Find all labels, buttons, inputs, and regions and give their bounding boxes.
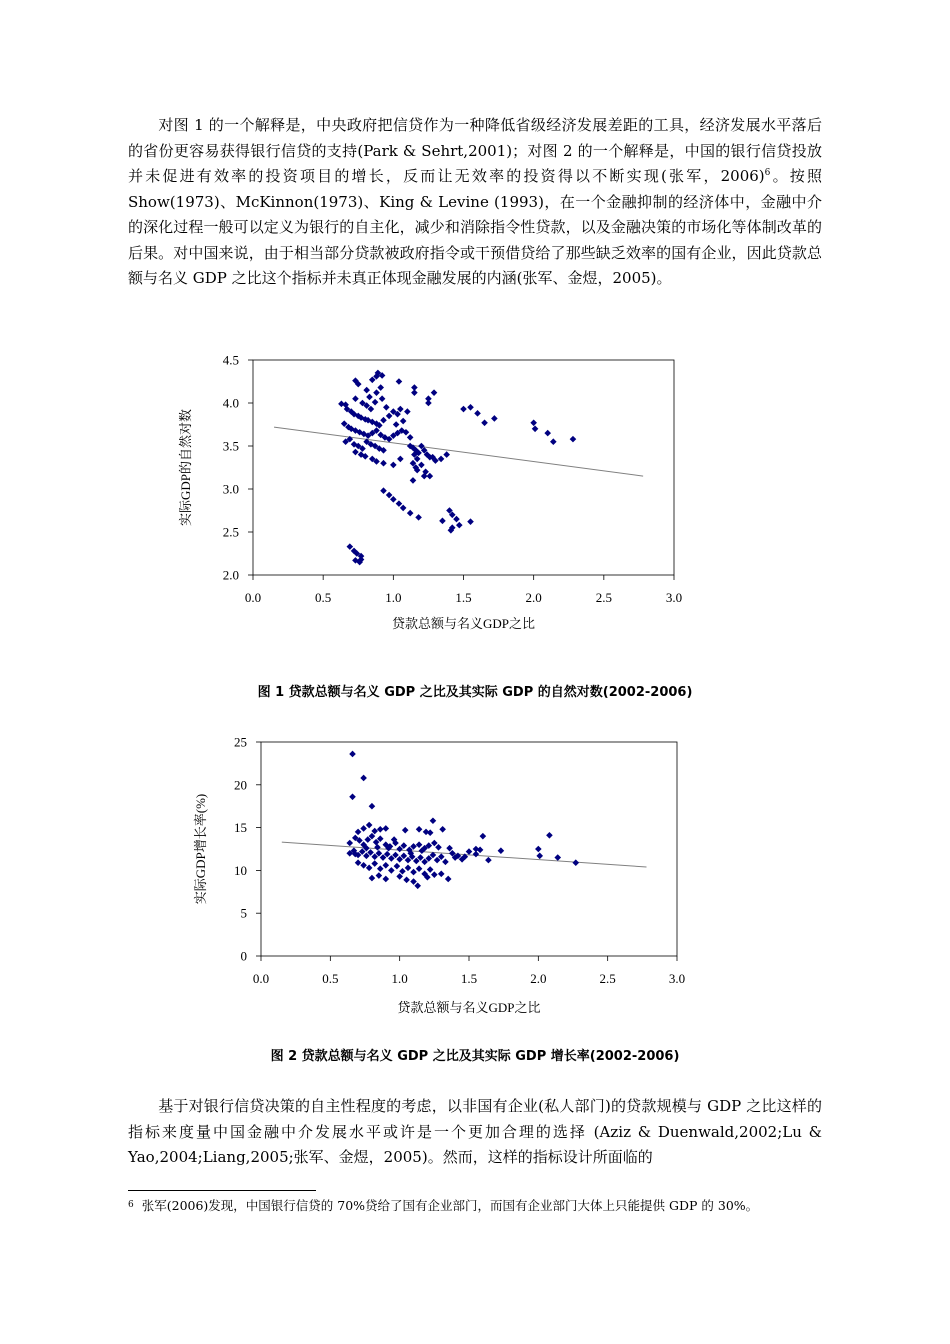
chart1-x-axis-label: 贷款总额与名义GDP之比 xyxy=(391,616,536,631)
chart1-y-tick-label: 3.5 xyxy=(222,438,239,454)
chart1-data-point xyxy=(427,473,434,480)
chart2-data-point xyxy=(403,877,410,884)
chart2-data-point xyxy=(416,841,423,848)
chart1-data-point xyxy=(410,477,417,484)
chart1-data-point xyxy=(393,421,400,428)
footnote-mark: 6 xyxy=(128,1200,134,1210)
chart2-data-point xyxy=(369,803,376,810)
chart2-data-point xyxy=(473,851,480,858)
chart2-x-tick-label: 2.0 xyxy=(530,971,547,986)
chart1-data-point xyxy=(352,449,359,456)
footnote-text: 张军(2006)发现，中国银行信贷的 70%贷给了国有企业部门，而国有企业部门大体上只能提供 GDP 的 30%。 xyxy=(141,1198,759,1213)
chart1-data-point xyxy=(460,406,467,413)
chart1-data-point xyxy=(407,434,414,441)
chart1-data-point xyxy=(386,492,393,499)
chart1-x-tick-label: 0.5 xyxy=(315,590,332,605)
chart2-data-point xyxy=(346,840,353,847)
chart2-data-point xyxy=(383,862,390,869)
chart1-data-point xyxy=(400,418,407,425)
chart2-data-point xyxy=(394,863,401,870)
chart1-data-point xyxy=(377,384,384,391)
chart2-data-point xyxy=(360,862,367,869)
chart1-x-tick-label: 2.5 xyxy=(595,590,612,605)
chart1-data-point xyxy=(550,438,557,445)
chart2-x-tick-label: 1.0 xyxy=(391,971,408,986)
chart1-data-point xyxy=(418,462,425,469)
chart2-data-point xyxy=(485,857,492,864)
chart2-y-tick-label: 10 xyxy=(234,862,247,878)
footnote-ref[interactable]: 6 xyxy=(764,168,771,178)
chart1-data-point xyxy=(453,516,460,523)
chart2-x-tick-label: 3.0 xyxy=(668,971,686,986)
chart2-data-point xyxy=(445,876,452,883)
chart1-data-point xyxy=(532,426,539,433)
chart1-plot-area xyxy=(253,360,674,575)
chart2-y-tick-label: 15 xyxy=(234,820,247,836)
chart2-data-point xyxy=(466,848,473,855)
chart1-data-point xyxy=(491,415,498,422)
chart1-data-point xyxy=(397,456,404,463)
chart1-data-point xyxy=(467,404,474,411)
chart2-data-point xyxy=(438,871,445,878)
figure-2-caption: 图 2 贷款总额与名义 GDP 之比及其实际 GDP 增长率(2002-2006) xyxy=(270,1049,680,1064)
paragraph-2 xyxy=(128,1094,822,1171)
chart2-data-point xyxy=(355,829,362,836)
chart1-data-point xyxy=(396,378,403,385)
chart2-data-point xyxy=(546,832,553,839)
chart1-data-point xyxy=(380,460,387,467)
chart1-data-point xyxy=(481,419,488,426)
chart2-data-point xyxy=(377,865,384,872)
chart1-y-tick-label: 4.5 xyxy=(222,352,239,368)
chart1-data-point xyxy=(386,413,393,420)
chart1-data-point xyxy=(379,395,386,402)
chart1-data-point xyxy=(380,417,387,424)
chart2-x-tick-label: 2.5 xyxy=(599,971,616,986)
chart2-data-point xyxy=(410,869,417,876)
chart1-data-point xyxy=(390,496,397,503)
chart2-y-axis-label: 实际GDP增长率(%) xyxy=(193,793,208,905)
chart1-x-tick-label: 3.0 xyxy=(665,590,683,605)
chart1-data-point xyxy=(425,400,432,407)
footnote xyxy=(128,1196,822,1215)
chart1-data-point xyxy=(390,462,397,469)
chart1-x-tick-label: 1.5 xyxy=(455,590,472,605)
chart1-data-point xyxy=(438,456,445,463)
chart1-data-point xyxy=(347,543,354,550)
chart1-data-point xyxy=(439,518,446,525)
figure-1-caption: 图 1 贷款总额与名义 GDP 之比及其实际 GDP 的自然对数(2002-2006) xyxy=(257,685,693,700)
chart1-data-point xyxy=(397,406,404,413)
chart2-data-point xyxy=(377,826,384,833)
chart1-data-point xyxy=(415,514,422,521)
chart2-data-point xyxy=(435,844,442,851)
chart2-data-point xyxy=(431,871,438,878)
chart2-data-point xyxy=(374,844,381,851)
chart1-data-point xyxy=(431,389,438,396)
chart1-data-point xyxy=(530,419,537,426)
chart1-data-point xyxy=(366,394,373,401)
chart2-y-tick-label: 5 xyxy=(240,905,247,921)
chart1-data-point xyxy=(380,487,387,494)
chart2-data-point xyxy=(431,840,438,847)
chart2-y-tick-label: 20 xyxy=(234,777,247,793)
chart2-data-point xyxy=(554,854,561,861)
chart2-x-tick-label: 0.0 xyxy=(252,971,270,986)
chart2-data-point xyxy=(477,847,484,854)
chart2-data-point xyxy=(369,875,376,882)
chart1-data-point xyxy=(373,389,380,396)
chart1-data-point xyxy=(544,430,551,437)
chart1-data-point xyxy=(443,451,450,458)
chart1-y-tick-label: 2.0 xyxy=(222,567,239,583)
chart1-data-point xyxy=(411,389,418,396)
chart2-data-point xyxy=(376,872,383,879)
chart2-data-point xyxy=(360,775,367,782)
chart1-data-point xyxy=(372,399,379,406)
chart2-data-point xyxy=(360,825,367,832)
chart2-data-point xyxy=(498,847,505,854)
chart2-data-point xyxy=(480,833,487,840)
footnote-rule xyxy=(128,1190,316,1191)
chart2-data-point xyxy=(535,846,542,853)
chart1-data-point xyxy=(456,522,463,529)
chart2-data-point xyxy=(402,827,409,834)
chart2-data-point xyxy=(388,867,395,874)
paragraph-1-text-a: 对图 1 的一个解释是，中央政府把信贷作为一种降低省级经济发展差距的工具，经济发展水平落后的省份更容易获得银行信贷的支持(Park & Sehrt,2001)；对图 2 的一个解释是，中国的银行信贷投放并未促进有效率的投资项目的增长，反而让无效率的投资得以不断实现(张军，2006) xyxy=(128,116,822,185)
chart2-data-point xyxy=(383,825,390,832)
chart2-data-point xyxy=(371,860,378,867)
chart2-data-point xyxy=(405,865,412,872)
chart1-x-tick-label: 1.0 xyxy=(385,590,402,605)
chart1-data-point xyxy=(396,500,403,507)
chart1-data-point xyxy=(467,518,474,525)
chart1-data-point xyxy=(407,510,414,517)
chart1-data-point xyxy=(404,408,411,415)
chart1-data-point xyxy=(383,404,390,411)
chart2-data-point xyxy=(410,878,417,885)
chart2-data-point xyxy=(536,853,543,860)
chart2-data-point xyxy=(430,817,437,824)
chart2-data-point xyxy=(416,826,423,833)
chart1-data-point xyxy=(363,387,370,394)
chart1-x-tick-label: 0.0 xyxy=(244,590,262,605)
chart2-data-point xyxy=(383,876,390,883)
chart2-data-point xyxy=(349,793,356,800)
chart1-y-tick-label: 3.0 xyxy=(222,481,239,497)
chart2-data-point xyxy=(572,859,579,866)
chart2-x-tick-label: 0.5 xyxy=(322,971,339,986)
paragraph-2-text: 基于对银行信贷决策的自主性程度的考虑，以非国有企业(私人部门)的贷款规模与 GDP 之比这样的指标来度量中国金融中介发展水平或许是一个更加合理的选择 (Aziz & Duenwald,2002;Lu & Yao,2004;Liang,2005;张军、金煜，2005)。然而，这样的指标设计所面临的 xyxy=(128,1097,822,1166)
chart1-x-tick-label: 2.0 xyxy=(525,590,542,605)
chart2-data-point xyxy=(355,859,362,866)
chart1-data-point xyxy=(570,436,577,443)
chart2-data-point xyxy=(442,859,449,866)
chart1-data-point xyxy=(352,395,359,402)
chart1-y-tick-label: 2.5 xyxy=(222,524,239,540)
chart2-data-point xyxy=(427,829,434,836)
chart1-y-tick-label: 4.0 xyxy=(222,395,239,411)
paragraph-1-text-b: 。按照 Show(1973)、McKinnon(1973)、King & Levine (1993)，在一个金融抑制的经济体中，金融中介的深化过程一般可以定义为银行的自主化，减少和消除指令性贷款，以及金融决策的市场化等体制改革的后果。对中国来说，由于相当部分贷款被政府指令或干预借贷给了那些缺乏效率的国有企业，因此贷款总额与名义 GDP 之比这个指标并未真正体现金融发展的内涵(张军、金煜，2005)。 xyxy=(128,167,822,287)
chart1-trendline xyxy=(274,427,643,476)
chart2-data-point xyxy=(427,866,434,873)
chart2-x-axis-label: 贷款总额与名义GDP之比 xyxy=(397,1000,541,1015)
chart2-data-point xyxy=(416,865,423,872)
chart2-data-point xyxy=(366,822,373,829)
chart2-data-point xyxy=(414,883,421,890)
chart2-y-tick-label: 0 xyxy=(240,948,247,964)
chart1-data-point xyxy=(400,505,407,512)
chart1-y-axis-label: 实际GDP的自然对数 xyxy=(178,408,193,527)
chart2-data-point xyxy=(439,826,446,833)
chart1-data-point xyxy=(474,410,481,417)
chart2-y-tick-label: 25 xyxy=(234,734,247,750)
chart2-data-point xyxy=(349,751,356,758)
chart2-data-point xyxy=(366,865,373,872)
chart2-x-tick-label: 1.5 xyxy=(460,971,478,986)
